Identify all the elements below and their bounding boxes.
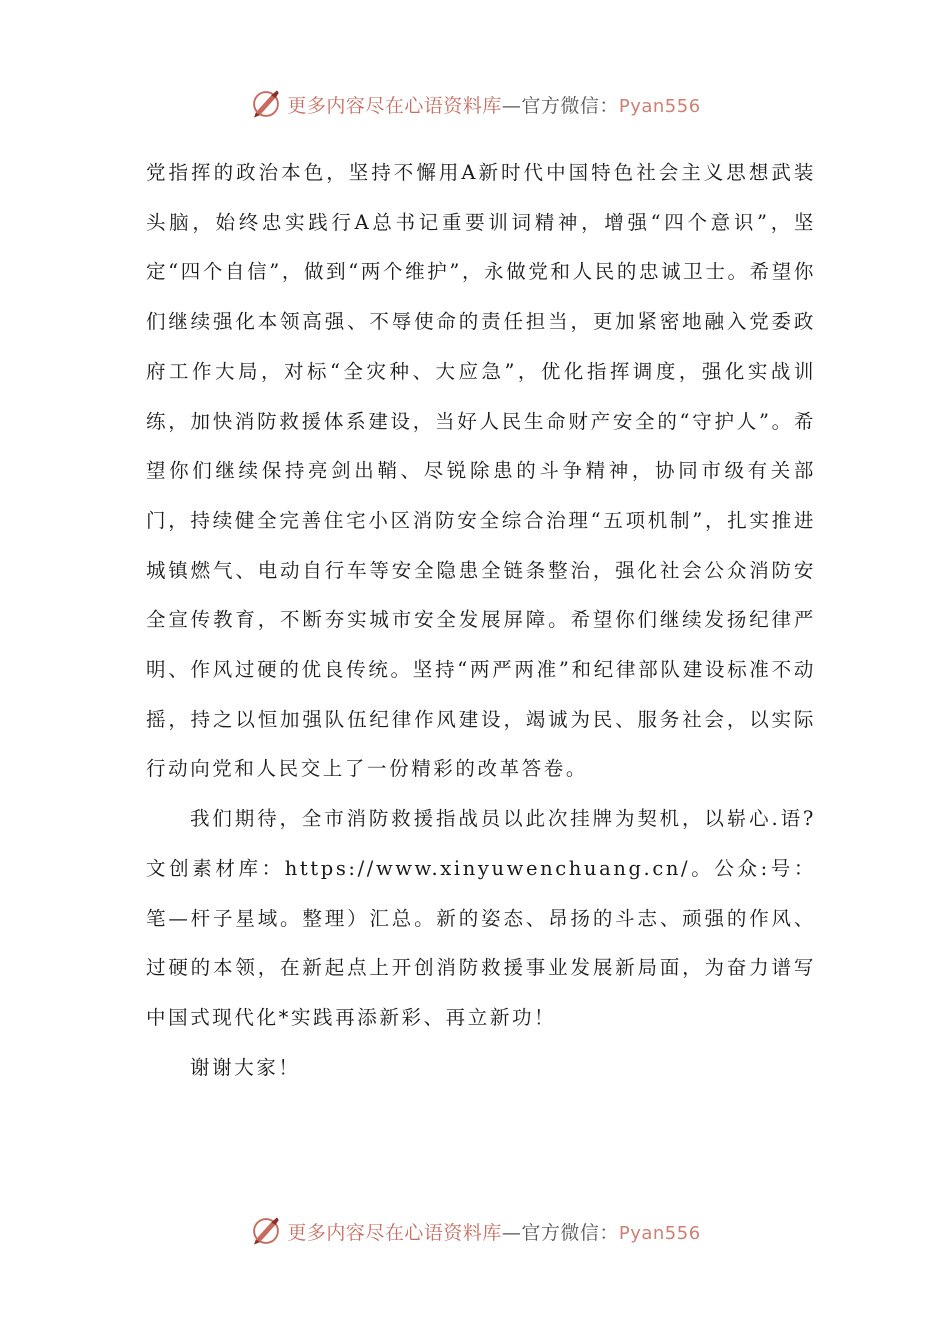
header-banner — [0, 84, 950, 124]
document-body — [146, 148, 816, 1092]
pen-nib-logo-icon — [249, 1214, 283, 1248]
pen-nib-logo-icon — [249, 87, 283, 121]
banner-text — [287, 91, 700, 118]
banner-title: 更多内容尽在心语资料库 — [287, 1221, 502, 1244]
banner-wechat-id: Pyan556 — [618, 1222, 701, 1244]
banner-text — [287, 1218, 700, 1245]
banner-wechat-label: 官方微信： — [521, 1221, 619, 1244]
banner-wechat-label: 官方微信： — [521, 94, 619, 117]
banner-dash: — — [501, 1221, 522, 1244]
banner-wechat-id: Pyan556 — [618, 95, 701, 117]
body-paragraph: 党指挥的政治本色，坚持不懈用A新时代中国特色社会主义思想武装头脑，始终忠实践行A总书记重要训词精神，增强“四个意识”，坚定“四个自信”，做到“两个维护”，永做党和人民的忠诚卫士。希望你们继续强化本领高强、不辱使命的责任担当，更加紧密地融入党委政府工作大局，对标“全灾种、大应急”，优化指挥调度，强化实战训练，加快消防救援体系建设，当好人民生命财产安全的“守护人”。希望你们继续保持亮剑出鞘、尽锐除患的斗争精神，协同市级有关部门，持续健全完善住宅小区消防安全综合治理“五项机制”，扎实推进城镇燃气、电动自行车等安全隐患全链条整治，强化社会公众消防安全宣传教育，不断夯实城市安全发展屏障。希望你们继续发扬纪律严明、作风过硬的优良传统。坚持“两严两准”和纪律部队建设标准不动摇，持之以恒加强队伍纪律作风建设，竭诚为民、服务社会，以实际行动向党和人民交上了一份精彩的改革答卷。 — [146, 161, 816, 781]
banner-title: 更多内容尽在心语资料库 — [287, 94, 502, 117]
banner-dash: — — [501, 94, 522, 117]
body-paragraph: 我们期待，全市消防救援指战员以此次挂牌为契机，以崭心.语?文创素材库：https://www.xinyuwenchuang.cn/。公众:号：笔—杆子星域。整理）汇总。新的姿态、昂扬的斗志、顽强的作风、过硬的本领，在新起点上开创消防救援事业发展新局面，为奋力谱写中国式现代化*实践再添新彩、再立新功！ — [146, 807, 816, 1029]
closing-paragraph: 谢谢大家！ — [190, 1055, 301, 1079]
footer-banner — [0, 1211, 950, 1251]
